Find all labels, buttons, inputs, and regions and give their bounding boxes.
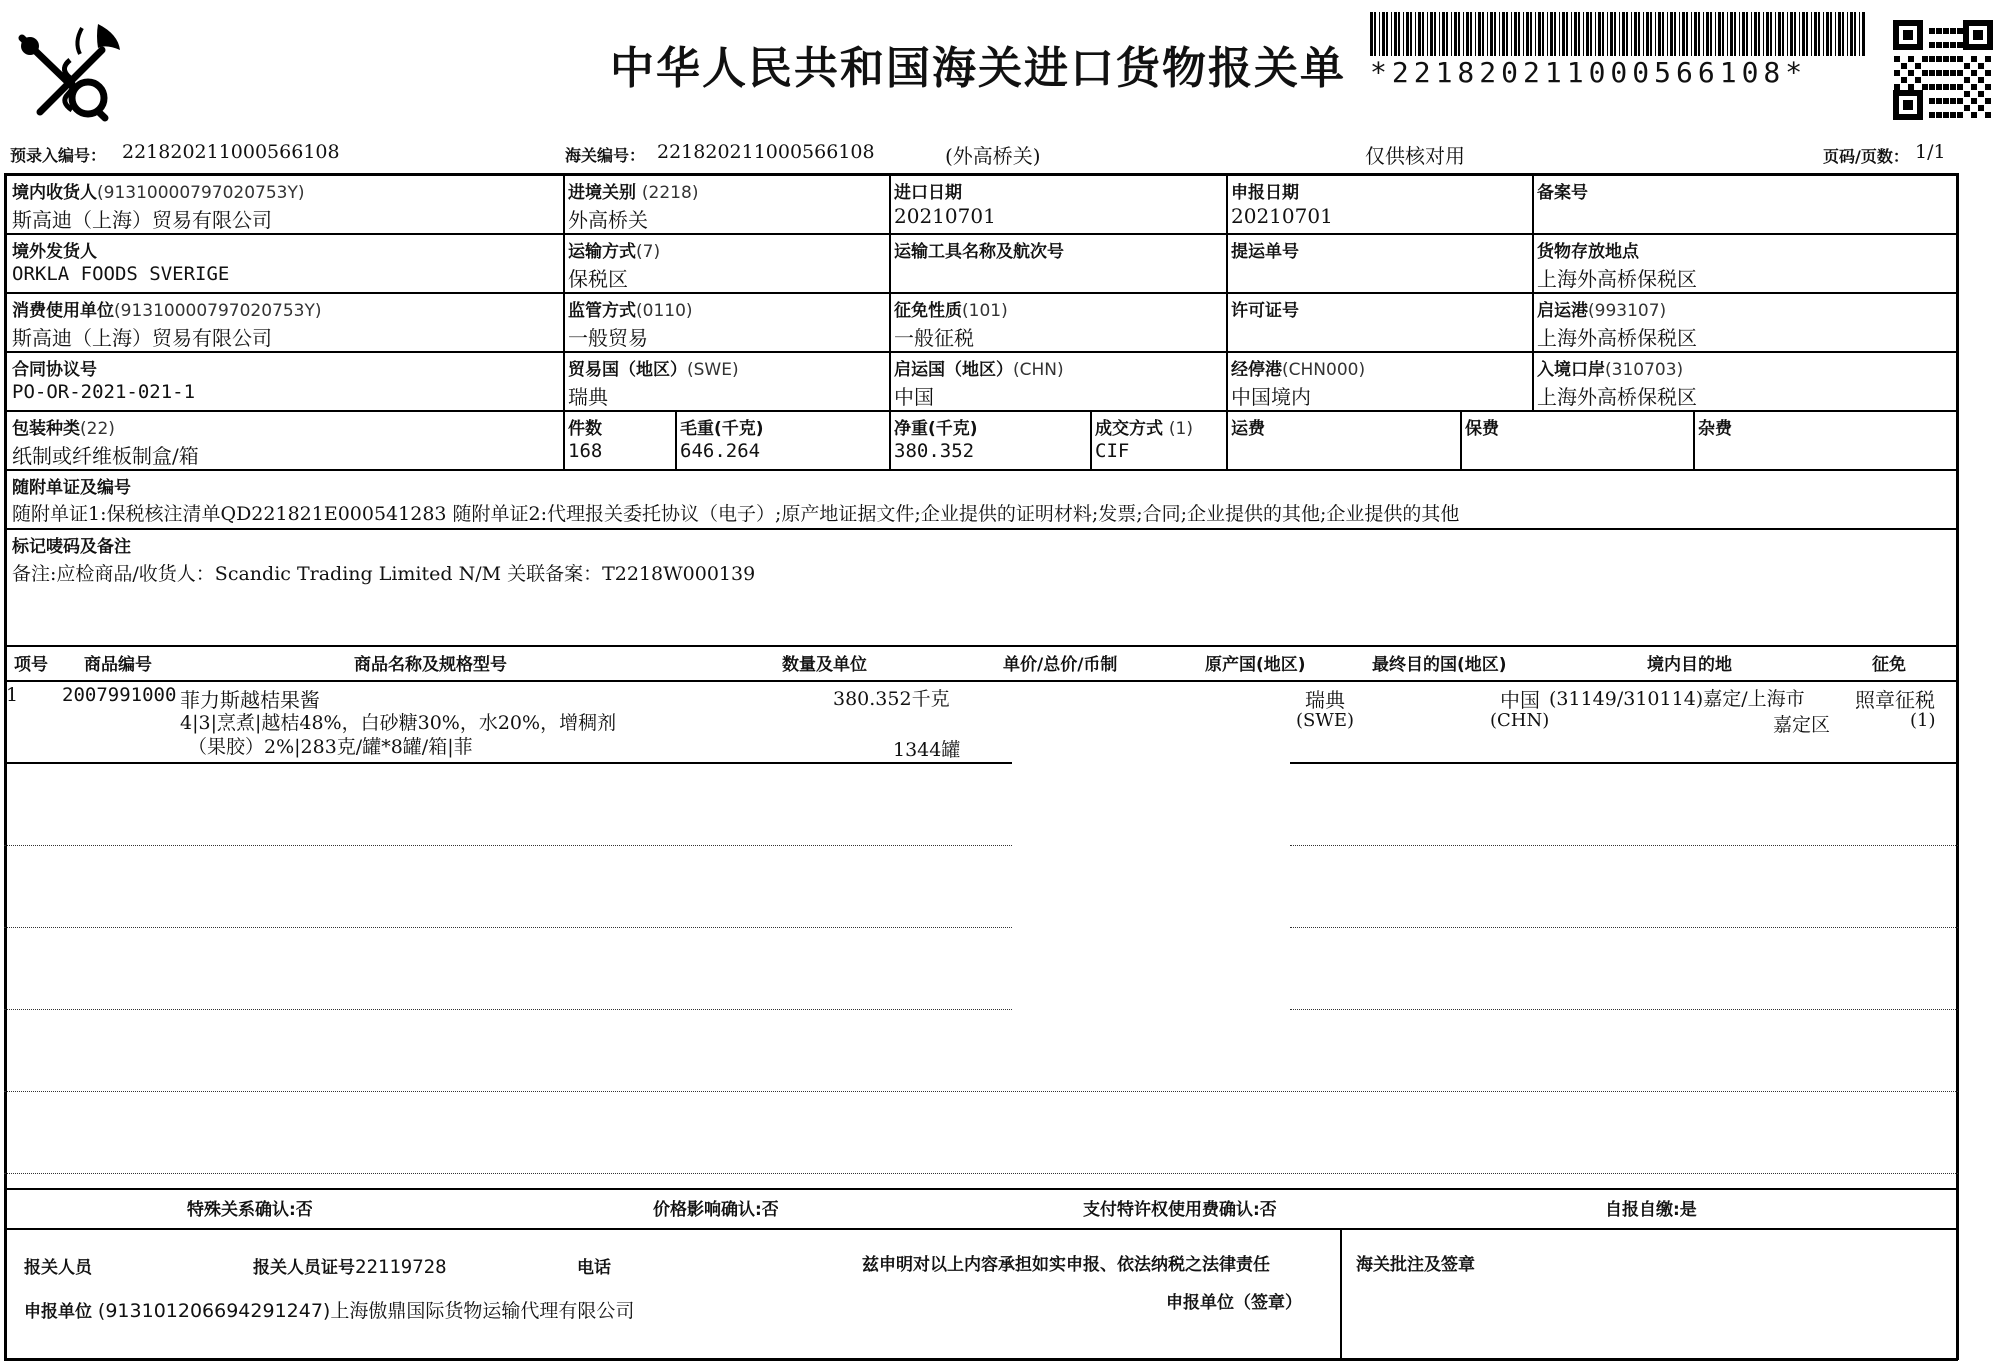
consignee-value: 斯高迪（上海）贸易有限公司 [12,208,272,232]
dispatch-country-label: 启运国（地区）(CHN) [894,360,1064,380]
col-origin: 原产国(地区) [1205,655,1306,675]
package-label: 包装种类(22) [12,419,115,439]
qr-code-icon [1893,20,1993,120]
col-price: 单价/总价/币制 [1003,655,1118,675]
pieces-value: 168 [568,440,603,462]
transit-port-label: 经停港(CHN000) [1231,360,1366,380]
hs-code: 2007991000 [62,684,177,706]
declarant-label: 报关人员 [24,1258,92,1278]
page-count-label: 页码/页数： [1823,147,1909,166]
dest-country-code: (CHN) [1490,710,1550,731]
barcode-number: *221820211000566108* [1370,56,1808,89]
docs-value: 随附单证1:保税核注清单QD221821E000541283 随附单证2:代理报关委托协议（电子）;原产地证据文件;企业提供的证明材料;发票;合同;企业提供的其他;企业提供的其他 [12,503,1460,525]
self-declare-confirm: 自报自缴:是 [1605,1200,1697,1220]
goods-name: 菲力斯越桔果酱 [180,688,320,712]
bl-label: 提运单号 [1231,242,1299,262]
dispatch-country-value: 中国 [894,385,934,409]
royalty-confirm: 支付特许权使用费确认:否 [1083,1200,1277,1220]
import-date-label: 进口日期 [894,183,962,203]
col-quantity: 数量及单位 [782,655,867,675]
goods-spec-line1: 4|3|烹煮|越桔48%，白砂糖30%，水20%，增稠剂 [180,712,617,734]
declarant-cert-label: 报关人员证号22119728 [253,1256,447,1278]
shipper-label: 境外发货人 [12,242,97,262]
levy-nature-label: 征免性质(101) [894,301,1008,321]
entry-place-label: 入境口岸(310703) [1537,360,1684,380]
contract-label: 合同协议号 [12,360,97,380]
origin-country: 瑞典 [1305,688,1345,712]
net-weight-value: 380.352 [894,440,975,462]
col-domestic-dest: 境内目的地 [1647,655,1732,675]
storage-label: 货物存放地点 [1537,242,1639,262]
preentry-label: 预录入编号： [10,146,107,165]
origin-country-code: (SWE) [1296,710,1355,731]
deal-mode-value: CIF [1095,440,1130,462]
customs-office: (外高桥关) [945,144,1041,168]
marks-value: 备注:应检商品/收货人：Scandic Trading Limited N/M 关联备案：T2218W000139 [12,563,756,585]
declare-date-label: 申报日期 [1231,183,1299,203]
domestic-dest-district: 嘉定区 [1773,714,1831,736]
goods-spec-line2: （果胶）2%|283克/罐*8罐/箱|菲 [188,736,473,758]
phone-label: 电话 [577,1258,611,1278]
entry-place-value: 上海外高桥保税区 [1537,385,1697,409]
domestic-dest: (31149/310114)嘉定/上海市 [1549,688,1805,710]
customs-number-label: 海关编号： [565,146,646,165]
customs-number: 221820211000566108 [657,141,875,163]
declare-date-value: 20210701 [1231,204,1333,228]
declare-unit-sign: 申报单位（签章） [1166,1293,1302,1313]
dest-country: 中国 [1500,688,1540,712]
entry-port-label: 进境关别 (2218) [568,183,699,203]
page-count: 1/1 [1915,141,1946,163]
freight-label: 运费 [1231,419,1265,439]
price-impact-confirm: 价格影响确认:否 [653,1200,779,1220]
import-date-value: 20210701 [894,204,996,228]
storage-value: 上海外高桥保税区 [1537,267,1697,291]
vehicle-label: 运输工具名称及航次号 [894,242,1064,262]
pieces-label: 件数 [568,419,602,439]
col-dest-country: 最终目的国(地区) [1372,655,1507,675]
docs-label: 随附单证及编号 [12,478,131,498]
trade-country-label: 贸易国（地区）(SWE) [568,360,739,380]
consignee-label: 境内收货人(91310000797020753Y) [12,183,305,203]
legal-statement: 兹申明对以上内容承担如实申报、依法纳税之法律责任 [862,1255,1270,1275]
license-label: 许可证号 [1231,301,1299,321]
levy-mode: 照章征税 [1855,688,1935,712]
item-no: 1 [6,684,19,706]
departure-port-label: 启运港(993107) [1537,301,1667,321]
special-relation-confirm: 特殊关系确认:否 [187,1200,313,1220]
col-goods-name: 商品名称及规格型号 [354,655,507,675]
departure-port-value: 上海外高桥保税区 [1537,326,1697,350]
gross-weight-value: 646.264 [680,440,761,462]
deal-mode-label: 成交方式 (1) [1095,419,1194,439]
gross-weight-label: 毛重(千克) [680,419,764,439]
marks-label: 标记唛码及备注 [12,537,131,557]
col-hs-code: 商品编号 [84,655,152,675]
declare-unit-label: 申报单位 (913101206694291247)上海傲鼎国际货物运输代理有限公司 [24,1300,635,1322]
consumer-value: 斯高迪（上海）贸易有限公司 [12,326,272,350]
col-item-no: 项号 [14,655,48,675]
entry-port-value: 外高桥关 [568,208,648,232]
customs-sign-label: 海关批注及签章 [1356,1255,1475,1275]
insurance-label: 保费 [1465,419,1499,439]
preentry-number: 221820211000566108 [122,141,340,163]
supervision-value: 一般贸易 [568,326,648,350]
barcode-icon [1370,12,1870,56]
customs-emblem-logo [10,20,130,130]
levy-mode-code: (1) [1910,710,1936,731]
transport-value: 保税区 [568,267,628,291]
contract-value: PO-OR-2021-021-1 [12,381,196,403]
misc-fee-label: 杂费 [1698,419,1732,439]
verify-note: 仅供核对用 [1365,144,1465,168]
package-value: 纸制或纤维板制盒/箱 [12,444,199,468]
net-weight-label: 净重(千克) [894,419,978,439]
transport-label: 运输方式(7) [568,242,661,262]
trade-country-value: 瑞典 [568,385,608,409]
col-levy: 征免 [1872,655,1906,675]
page-title: 中华人民共和国海关进口货物报关单 [610,43,1346,94]
levy-nature-value: 一般征税 [894,326,974,350]
quantity-secondary: 1344罐 [893,739,961,761]
shipper-value: ORKLA FOODS SVERIGE [12,263,230,285]
supervision-label: 监管方式(0110) [568,301,693,321]
transit-port-value: 中国境内 [1231,385,1311,409]
consumer-label: 消费使用单位(91310000797020753Y) [12,301,322,321]
quantity-primary: 380.352千克 [833,688,950,710]
record-no-label: 备案号 [1537,183,1588,203]
